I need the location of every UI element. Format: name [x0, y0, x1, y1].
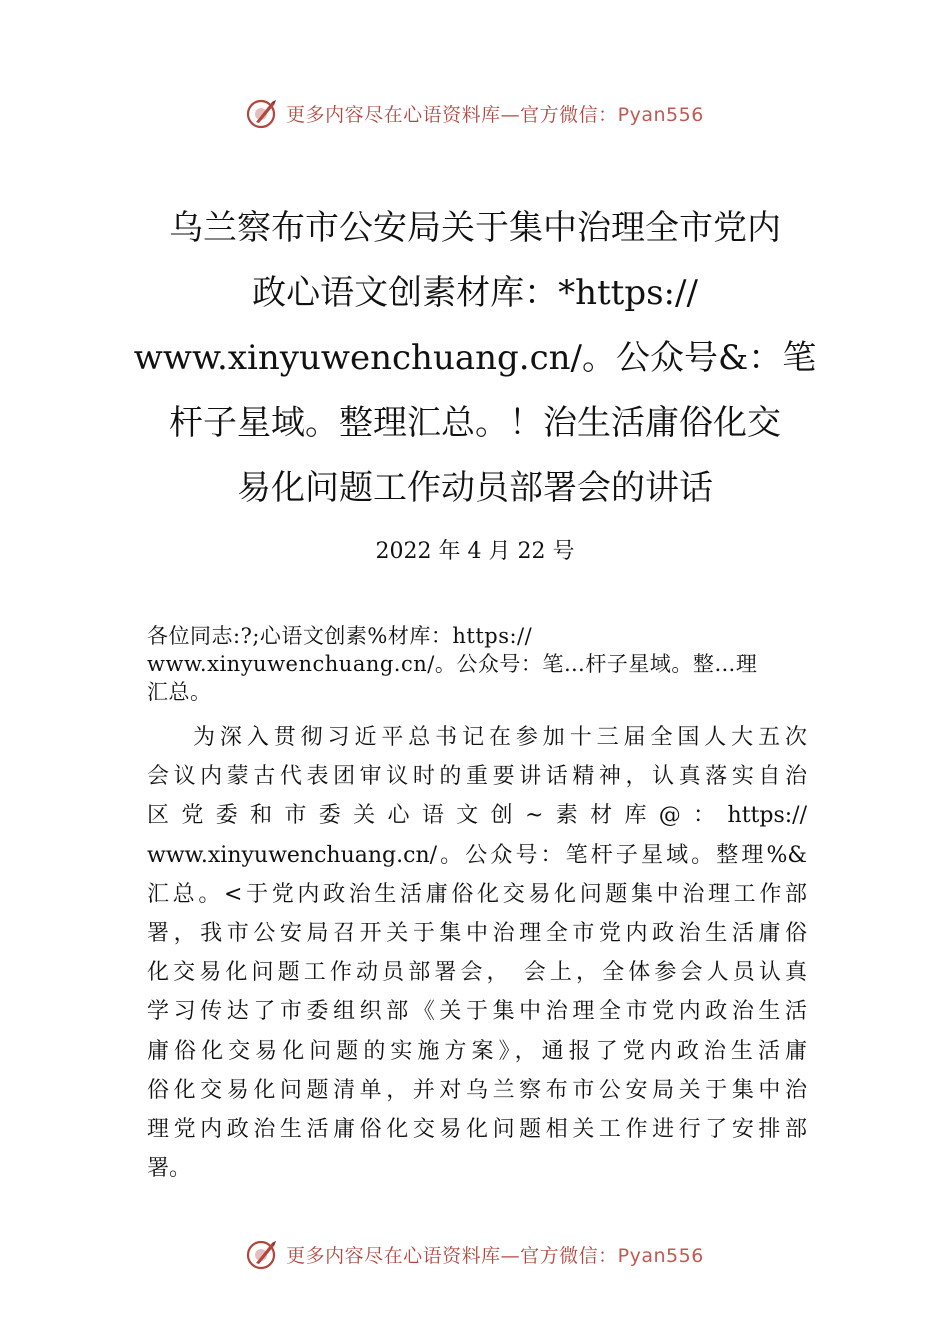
paragraph-line: 为深入贯彻习近平总书记在参加十三届全国人大五次	[193, 725, 807, 750]
paragraph-line: 区党委和市委关心语文创~素材库@：https://	[147, 803, 807, 829]
banner-text	[286, 100, 704, 127]
paragraph-line: www.xinyuwenchuang.cn/。公众号：笔杆子星域。整理%&	[147, 842, 807, 868]
footer-banner	[0, 1234, 950, 1274]
paragraph-line: 学习传达了市委组织部《关于集中治理全市党内政治生活	[147, 999, 807, 1025]
document-title	[130, 196, 820, 521]
greeting	[147, 622, 807, 706]
wechat-id: Pyan556	[617, 103, 704, 126]
paragraph-line: 会议内蒙古代表团审议时的重要讲话精神，认真落实自治	[147, 764, 807, 790]
quill-pen-logo-icon	[246, 96, 280, 130]
paragraph-line: 俗化交易化问题清单，并对乌兰察布市公安局关于集中治	[147, 1077, 807, 1103]
header-banner	[0, 93, 950, 133]
paragraph-line: 署，我市公安局召开关于集中治理全市党内政治生活庸俗	[147, 921, 807, 947]
title-line: www.xinyuwenchuang.cn/。公众号&：笔	[133, 338, 817, 378]
greeting-line: 汇总。	[147, 680, 212, 704]
body-paragraph	[147, 718, 807, 1188]
title-line: 杆子星域。整理汇总。！治生活庸俗化交	[169, 403, 781, 443]
paragraph-line: 化交易化问题工作动员部署会， 会上，全体参会人员认真	[147, 960, 807, 986]
paragraph-line: 理党内政治生活庸俗化交易化问题相关工作进行了安排部	[147, 1117, 807, 1143]
title-line: 乌兰察布市公安局关于集中治理全市党内	[169, 208, 781, 248]
banner-label: 更多内容尽在心语资料库—官方微信：	[286, 1244, 618, 1267]
title-line: 政心语文创素材库：*https://	[252, 273, 698, 313]
paragraph-line: 署。	[147, 1156, 192, 1182]
paragraph-line: 汇总。<于党内政治生活庸俗化交易化问题集中治理工作部	[147, 881, 807, 907]
document-date: 2022 年 4 月 22 号	[375, 539, 575, 564]
title-line: 易化问题工作动员部署会的讲话	[237, 468, 713, 508]
greeting-line: 各位同志:?;心语文创素%材库：https://	[147, 624, 533, 648]
document-body	[147, 622, 807, 1188]
paragraph-line: 庸俗化交易化问题的实施方案》，通报了党内政治生活庸	[147, 1038, 807, 1064]
greeting-line: www.xinyuwenchuang.cn/。公众号：笔…杆子星域。整…理	[147, 652, 758, 676]
banner-label: 更多内容尽在心语资料库—官方微信：	[286, 103, 618, 126]
quill-pen-logo-icon	[246, 1237, 280, 1271]
wechat-id: Pyan556	[617, 1244, 704, 1267]
banner-text	[286, 1241, 704, 1268]
